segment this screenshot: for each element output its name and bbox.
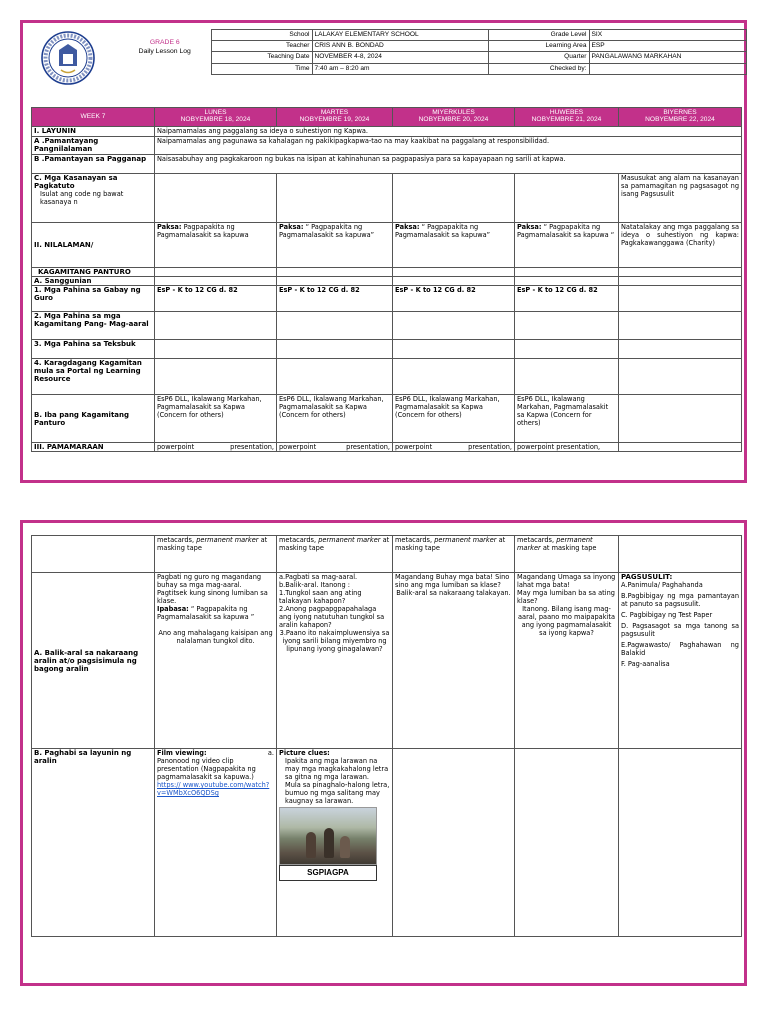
quarter-label: Quarter [488,52,589,63]
row-label-karagdagang-kagamitan: 4. Karagdagang Kagamitan mula sa Portal ng Learning Resource [32,359,155,395]
checked-by-value [589,63,746,74]
grade-level-label: Grade Level [488,30,589,41]
row-label-pamantayang-pangnilalaman: A .Pamantayang Pangnilalaman [32,137,155,155]
header-table [31,29,747,89]
row-label-paghabi: B. Paghabi sa layunin ng aralin [32,749,155,937]
row-label-teksbuk: 3. Mga Pahina sa Teksbuk [32,340,155,359]
day-header-tuesday: MARTES NOBYEMBRE 19, 2024 [277,108,393,127]
materials-tuesday: metacards, permanent marker at masking tape [277,536,393,573]
pagsusulit-list [621,581,739,668]
nilalaman-thursday: Paksa: “ Pagpapakita ng Pagmamalasakit sa kapuwa “ [515,223,619,268]
materials-monday: metacards, permanent marker at masking tape [155,536,277,573]
cg-monday: EsP - K to 12 CG d. 82 [155,286,277,312]
iba-monday: EsP6 DLL, Ikalawang Markahan, Pagmamalasakit sa Kapwa (Concern for others) [155,395,277,443]
row-label-iba-pang-kagamitan: B. Iba pang Kagamitang Panturo [32,395,155,443]
ppt-thursday: powerpoint presentation, [515,443,619,452]
day-header-row [32,108,742,127]
teaching-date-label: Teaching Date [211,52,312,63]
picture-clue-image [279,807,377,865]
day-header-wednesday: MIYERKULES NOBYEMBRE 20, 2024 [393,108,515,127]
row-label-kagamitang-panturo: KAGAMITANG PANTURO [32,268,155,277]
row-label-kasanayan: C. Mga Kasanayan sa Pagkatuto Isulat ang code ng bawat kasanaya n [32,174,155,223]
pagsusulit-item: F. Pag-aanalisa [621,660,670,668]
cg-thursday: EsP - K to 12 CG d. 82 [515,286,619,312]
nilalaman-monday: Paksa: Pagpapakita ng Pagmamalasakit sa kapuwa [155,223,277,268]
materials-wednesday: metacards, permanent marker at masking tape [393,536,515,573]
paghabi-tuesday: Picture clues: Ipakita ang mga larawan na may mga magkakahalong letra sa gitna ng mga larawan. Mula sa pinaghalo-halong letra, bumuo ng mga salitang may kaugnay sa larawan. SGPIAGPA [277,749,393,937]
pagsusulit-item: C. Pagbibigay ng Test Paper [621,611,713,619]
iba-thursday: EsP6 DLL, Ikalawang Markahan, Pagmamalasakit sa Kapwa (Concern for others) [515,395,619,443]
ppt-monday: powerpoint presentation, [155,443,277,452]
iba-tuesday: EsP6 DLL, Ikalawang Markahan, Pagmamalasakit sa Kapwa (Concern for others) [277,395,393,443]
picture-clue-caption: SGPIAGPA [279,865,377,881]
lesson-table-1 [31,107,742,452]
week-label: WEEK 7 [32,108,155,127]
ppt-tuesday: powerpoint presentation, [277,443,393,452]
balik-aral-monday: Pagbati ng guro ng magandang buhay sa mga mag-aaral. Pagtitsek kung sinong lumiban sa klase. Ipabasa: “ Pagpapakita ng Pagmamalasakit sa kapuwa ” Ano ang mahalagang kaisipan ang nalalaman tungkol dito. [155,573,277,749]
row-label-balik-aral: A. Balik-aral sa nakaraang aralin at/o pagsisimula ng bagong aralin [32,573,155,749]
day-header-monday: LUNES NOBYEMBRE 18, 2024 [155,108,277,127]
row-label-pamantayan-pagganap: B .Pamantayan sa Pagganap [32,155,155,174]
balik-aral-thursday: Magandang Umaga sa inyong lahat mga bata! May mga lumiban ba sa ating klase? Itanong. Bilang isang mag-aaral, paano mo maipapakita ang iyong pagmamalasakit sa iyong kapwa? [515,573,619,749]
checked-by-label: Checked by: [488,63,589,74]
nilalaman-wednesday: Paksa: “ Pagpapakita ng Pagmamalasakit sa kapuwa” [393,223,515,268]
lesson-log-page-1 [20,20,747,483]
pamantayan-pagganap-text: Naisasabuhay ang pagkakaroon ng bukas na isipan at kahinahunan sa pagpapasiya para sa kapayapaan ng sarili at kapwa. [155,155,742,174]
log-title: Daily Lesson Log [138,47,191,55]
cg-wednesday: EsP - K to 12 CG d. 82 [393,286,515,312]
teacher-label: Teacher [211,41,312,52]
row-label-pamamaraan: III. PAMAMARAAN [32,443,155,452]
learning-area-value: ESP [589,41,746,52]
lesson-log-page-2 [20,520,747,986]
pamantayang-pangnilalaman-text: Naipamamalas ang pagunawa sa kahalagan ng pakikipagkapwa-tao na may kaakibat na paggalang at responsibilidad. [155,137,742,155]
materials-thursday: metacards, permanent marker at masking tape [515,536,619,573]
ppt-wednesday: powerpoint presentation, [393,443,515,452]
row-label-sanggunian: A. Sanggunian [32,277,155,286]
pagsusulit-item: D. Pagsasagot sa mga tanong sa pagsusulit [621,622,739,638]
balik-aral-tuesday: a.Pagbati sa mag-aaral. b.Balik-aral. Itanong : 1.Tungkol saan ang ating talakayan kahapon? 2.Anong pagpapgpapahalaga ang iyong natutuhan tungkol sa aralin kahapon? 3.Paano ito nakaimpluwensiya sa iyong sarili bilang miyembro ng lipunang iyong ginagalawan? [277,573,393,749]
iba-wednesday: EsP6 DLL, Ikalawang Markahan, Pagmamalasakit sa Kapwa (Concern for others) [393,395,515,443]
lesson-table-2 [31,535,742,937]
row-label-gabay-guro: 1. Mga Pahina sa Gabay ng Guro [32,286,155,312]
nilalaman-friday: Natatalakay ang mga paggalang sa ideya o suhestiyon ng kapwa: Pagkakawanggawa (Charity) [619,223,742,268]
balik-aral-wednesday: Magandang Buhay mga bata! Sino sino ang mga lumiban sa klase? Balik-aral sa nakaraang talakayan. [393,573,515,749]
day-header-friday: BIYERNES NOBYEMBRE 22, 2024 [619,108,742,127]
row-label-nilalaman: II. NILALAMAN/ [32,223,155,268]
teaching-date-value: NOVEMBER 4-8, 2024 [312,52,488,63]
grade-level-value: SIX [589,30,746,41]
video-link[interactable]: https:// www.youtube.com/watch?v=WMbXcO6QDSg [157,781,270,797]
learning-area-label: Learning Area [488,41,589,52]
school-value: LALAKAY ELEMENTARY SCHOOL [312,30,488,41]
nilalaman-tuesday: Paksa: “ Pagpapakita ng Pagmamalasakit sa kapuwa” [277,223,393,268]
layunin-text: Naipamamalas ang paggalang sa ideya o suhestiyon ng Kapwa. [155,127,742,137]
grade-title: GRADE 6 [149,38,180,46]
pagsusulit-item: E.Pagwawasto/ Paghahawan ng Balakid [621,641,739,657]
teacher-value: CRIS ANN B. BONDAD [312,41,488,52]
deped-seal-icon [33,30,103,86]
logo-cell [31,30,119,89]
quarter-value: PANGALAWANG MARKAHAN [589,52,746,63]
pagsusulit-item: A.Panimula/ Paghahanda [621,581,703,589]
time-value: 7:40 am – 8:20 am [312,63,488,74]
paghabi-monday: Film viewing: a. Panonood ng video clip presentation (Nagpapakita ng pagmamalasakit sa kapuwa.) https:// www.youtube.com/watch?v=WMbXcO6QDSg [155,749,277,937]
school-label: School [211,30,312,41]
row-label-layunin: I. LAYUNIN [32,127,155,137]
pagsusulit-friday: PAGSUSULIT: A.Panimula/ Paghahanda B.Pagbibigay ng mga pamantayan at panuto sa pagsusulit. C. Pagbibigay ng Test Paper D. Pagsasagot sa mga tanong sa pagsusulit E.Pagwawasto/ Paghahawan ng Balakid F. Pag-aanalisa [619,573,742,749]
cg-tuesday: EsP - K to 12 CG d. 82 [277,286,393,312]
day-header-thursday: HUWEBES NOBYEMBRE 21, 2024 [515,108,619,127]
kasanayan-friday: Masusukat ang alam na kasanayan sa pamamagitan ng pagsasagot ng isang Pagsusulit [619,174,742,223]
time-label: Time [211,63,312,74]
row-label-kagamitang-mag-aaral: 2. Mga Pahina sa mga Kagamitang Pang- Mag-aaral [32,312,155,340]
pagsusulit-item: B.Pagbibigay ng mga pamantayan at panuto sa pagsusulit. [621,592,739,608]
